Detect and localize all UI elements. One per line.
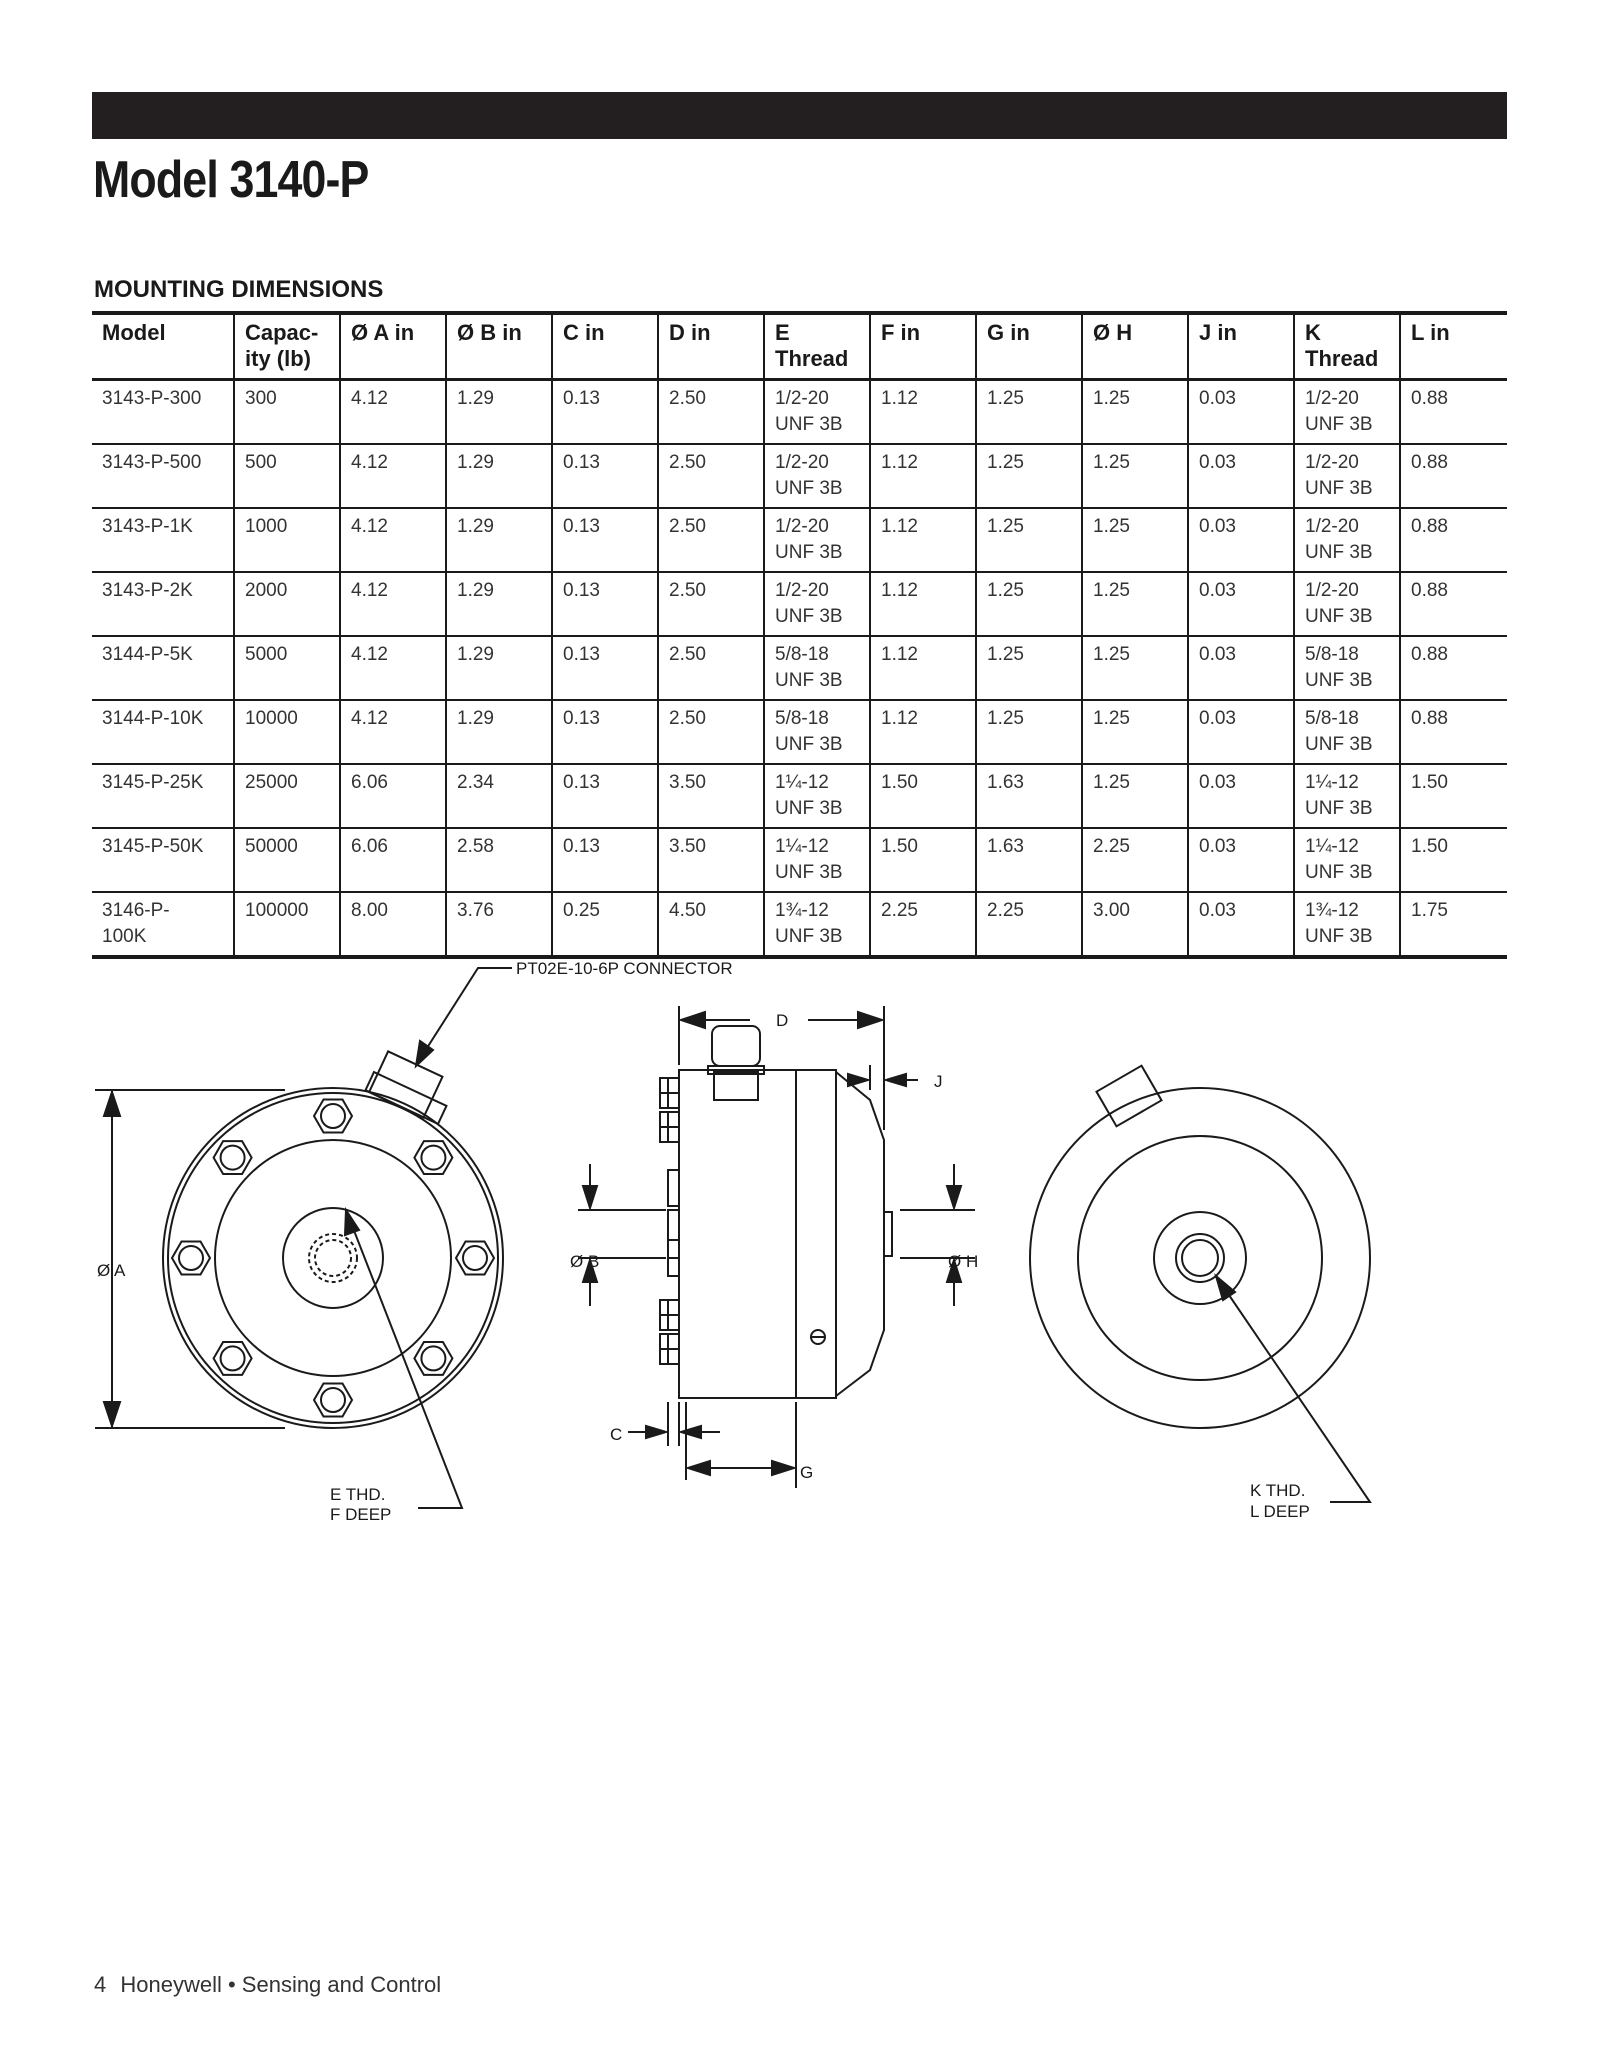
- side-center-bolt: [668, 1170, 679, 1206]
- column-header: Model: [102, 320, 166, 345]
- table-cell: 0.25: [552, 892, 658, 957]
- section-title: MOUNTING DIMENSIONS: [94, 276, 384, 303]
- hex-bolt: [214, 1141, 252, 1174]
- table-cell: 6.06: [340, 828, 446, 892]
- table-cell: 4.12: [340, 636, 446, 700]
- table-cell: 50000: [234, 828, 340, 892]
- page-title: Model 3140-P: [93, 151, 369, 209]
- dim-j-arrow-left: [848, 1074, 868, 1086]
- table-cell: 1/2-20 UNF 3B: [764, 380, 870, 445]
- table-header-row: [92, 313, 1507, 380]
- side-bolt: [660, 1300, 679, 1330]
- table-cell: 1.25: [1082, 700, 1188, 764]
- table-cell: 1.63: [976, 828, 1082, 892]
- table-cell: 4.12: [340, 444, 446, 508]
- connector-label: PT02E-10-6P CONNECTOR: [516, 959, 733, 978]
- header-bar: [92, 92, 1507, 139]
- side-bolt: [660, 1078, 679, 1108]
- table-cell: 1.29: [446, 444, 552, 508]
- hex-bolt: [414, 1141, 452, 1174]
- dim-a-arrow-bottom: [104, 1402, 120, 1426]
- side-bolt-group: [660, 1078, 679, 1364]
- table-cell: 2.50: [658, 380, 764, 445]
- dim-b-label: Ø B: [570, 1252, 600, 1271]
- table-cell: 0.03: [1188, 380, 1294, 445]
- side-view: [570, 1006, 978, 1488]
- table-cell: 0.13: [552, 764, 658, 828]
- table-body: [92, 380, 1507, 958]
- table-cell: 3144-P-5K: [102, 644, 193, 665]
- column-header: C in: [552, 313, 658, 380]
- table-cell: 500: [234, 444, 340, 508]
- table-row: [92, 764, 1507, 828]
- table-cell: 3143-P-2K: [102, 580, 193, 601]
- table-cell: 2.50: [658, 444, 764, 508]
- front-view: [95, 959, 733, 1524]
- table-cell: 2.34: [446, 764, 552, 828]
- column-header: K Thread: [1294, 313, 1400, 380]
- dim-g-arrow-left: [688, 1461, 710, 1475]
- table-cell: 0.03: [1188, 828, 1294, 892]
- table-cell: 1.50: [1400, 764, 1507, 828]
- table-cell: 1.12: [870, 508, 976, 572]
- table-cell: 0.13: [552, 572, 658, 636]
- table-cell: 1.12: [870, 636, 976, 700]
- table-cell: 1.25: [976, 700, 1082, 764]
- table-cell: 1.29: [446, 636, 552, 700]
- hex-bolt: [314, 1100, 352, 1133]
- table-cell: 1.29: [446, 700, 552, 764]
- side-body: [679, 1070, 836, 1398]
- table-cell: 8.00: [340, 892, 446, 957]
- connector-flange: [366, 1072, 447, 1124]
- column-header: Ø H: [1082, 313, 1188, 380]
- table-cell: 0.13: [552, 700, 658, 764]
- table-row: [92, 636, 1507, 700]
- table-cell: 0.13: [552, 380, 658, 445]
- dimension-drawing: [0, 940, 1600, 1560]
- table-cell: 1.63: [976, 764, 1082, 828]
- table-cell: 1/2-20 UNF 3B: [1294, 444, 1400, 508]
- e-thread-label-2: F DEEP: [330, 1505, 392, 1524]
- e-thread-label-1: E THD.: [330, 1485, 386, 1504]
- back-inner-circle: [1078, 1136, 1322, 1380]
- table-cell: 2.58: [446, 828, 552, 892]
- company-name: Honeywell • Sensing and Control: [120, 1972, 442, 1997]
- table-row: [92, 700, 1507, 764]
- hex-bolt-group: [172, 1100, 494, 1417]
- table-cell: 1/2-20 UNF 3B: [764, 572, 870, 636]
- back-threaded-hole-inner: [1182, 1240, 1218, 1276]
- table-cell: 2.50: [658, 636, 764, 700]
- table-row: [92, 444, 1507, 508]
- table-cell: 1.25: [976, 572, 1082, 636]
- table-cell: 1.75: [1400, 892, 1507, 957]
- table-cell: 1.25: [1082, 636, 1188, 700]
- threaded-hole-hidden: [309, 1234, 357, 1282]
- table-cell: 4.12: [340, 572, 446, 636]
- connector-body: [369, 1051, 442, 1117]
- table-cell: 0.03: [1188, 636, 1294, 700]
- table-cell: 1.50: [1400, 828, 1507, 892]
- table-cell: 0.88: [1400, 636, 1507, 700]
- dim-b-arrow-top: [583, 1186, 597, 1208]
- table-cell: 3143-P-300: [102, 388, 202, 409]
- hex-bolt: [172, 1242, 210, 1275]
- table-cell: 2.50: [658, 572, 764, 636]
- k-thread-label-2: L DEEP: [1250, 1502, 1310, 1521]
- table-cell: 1.29: [446, 572, 552, 636]
- table-cell: 0.88: [1400, 380, 1507, 445]
- table-cell: 4.50: [658, 892, 764, 957]
- column-header: D in: [658, 313, 764, 380]
- table-cell: 2.50: [658, 700, 764, 764]
- column-header: G in: [976, 313, 1082, 380]
- table-cell: 4.12: [340, 508, 446, 572]
- table-cell: 5/8-18 UNF 3B: [764, 700, 870, 764]
- connector-leader: [418, 968, 512, 1062]
- column-header: Capac- ity (lb): [234, 313, 340, 380]
- table-cell: 1¼-12 UNF 3B: [1294, 828, 1400, 892]
- dim-h-label: Ø H: [948, 1252, 979, 1271]
- table-cell: 5000: [234, 636, 340, 700]
- table-cell: 0.03: [1188, 764, 1294, 828]
- table-cell: 1/2-20 UNF 3B: [1294, 572, 1400, 636]
- hex-bolt: [414, 1342, 452, 1375]
- dim-j-label: J: [934, 1072, 943, 1091]
- table-cell: 3.00: [1082, 892, 1188, 957]
- table-cell: 1.12: [870, 444, 976, 508]
- table-cell: 1/2-20 UNF 3B: [764, 444, 870, 508]
- table-cell: 0.03: [1188, 700, 1294, 764]
- table-cell: 100000: [234, 892, 340, 957]
- table-cell: 0.13: [552, 828, 658, 892]
- table-cell: 1¼-12 UNF 3B: [764, 764, 870, 828]
- table-cell: 0.88: [1400, 444, 1507, 508]
- table-cell: 2000: [234, 572, 340, 636]
- k-thread-leader: [1216, 1276, 1370, 1502]
- dim-a-arrow-top: [104, 1092, 120, 1116]
- connector-leader-arrow: [416, 1041, 433, 1066]
- center-boss: [283, 1208, 383, 1308]
- table-cell: 3.76: [446, 892, 552, 957]
- table-cell: 0.03: [1188, 572, 1294, 636]
- dim-h-arrow-top: [947, 1186, 961, 1208]
- table-cell: 3145-P-25K: [102, 772, 204, 793]
- table-cell: 0.13: [552, 444, 658, 508]
- dim-c-arrow-left: [646, 1426, 666, 1438]
- table-cell: 4.12: [340, 700, 446, 764]
- table-cell: 2.50: [658, 508, 764, 572]
- dim-g-arrow-right: [772, 1461, 794, 1475]
- table-row: [92, 380, 1507, 445]
- table-cell: 25000: [234, 764, 340, 828]
- table-cell: 3143-P-1K: [102, 516, 193, 537]
- table-cell: 1¼-12 UNF 3B: [1294, 764, 1400, 828]
- table-row: [92, 828, 1507, 892]
- table-cell: 3.50: [658, 764, 764, 828]
- table-cell: 2.25: [1082, 828, 1188, 892]
- body-face: [215, 1140, 451, 1376]
- dim-c-arrow-right: [681, 1426, 701, 1438]
- side-h-boss: [884, 1212, 892, 1256]
- table-cell: 3143-P-500: [102, 452, 202, 473]
- dim-d-arrow-right: [858, 1012, 882, 1028]
- dim-j-arrow-right: [886, 1074, 906, 1086]
- side-connector: [712, 1026, 760, 1066]
- table-cell: 2.25: [870, 892, 976, 957]
- table-cell: 5/8-18 UNF 3B: [764, 636, 870, 700]
- side-bolt: [660, 1112, 679, 1142]
- k-thread-leader-arrow: [1216, 1276, 1235, 1300]
- table-cell: 1.25: [1082, 508, 1188, 572]
- dim-a-label: Ø A: [97, 1261, 126, 1280]
- table-cell: 1/2-20 UNF 3B: [1294, 380, 1400, 445]
- table-cell: 1.29: [446, 508, 552, 572]
- column-header: Ø A in: [340, 313, 446, 380]
- dim-g-label: G: [800, 1463, 814, 1482]
- hex-bolt: [314, 1384, 352, 1417]
- back-threaded-hole: [1176, 1234, 1224, 1282]
- table-row: [92, 572, 1507, 636]
- table-cell: 5/8-18 UNF 3B: [1294, 636, 1400, 700]
- column-header: Ø B in: [446, 313, 552, 380]
- table-cell: 0.13: [552, 508, 658, 572]
- table-cell: 1¾-12 UNF 3B: [1294, 892, 1400, 957]
- column-header: J in: [1188, 313, 1294, 380]
- table-cell: 1.50: [870, 764, 976, 828]
- side-bolt: [660, 1334, 679, 1364]
- table-cell: 1.25: [1082, 764, 1188, 828]
- back-outer-circle: [1030, 1088, 1370, 1428]
- threaded-hole-minor: [315, 1240, 351, 1276]
- dim-d-arrow-left: [681, 1012, 705, 1028]
- column-header: E Thread: [764, 313, 870, 380]
- table-cell: 0.03: [1188, 508, 1294, 572]
- dim-c-label: C: [610, 1425, 623, 1444]
- table-cell: 1/2-20 UNF 3B: [1294, 508, 1400, 572]
- table-cell: 1.25: [976, 380, 1082, 445]
- table-cell: 3145-P-50K: [102, 836, 204, 857]
- table-cell: 1¼-12 UNF 3B: [764, 828, 870, 892]
- outer-ring-inner: [168, 1093, 498, 1423]
- table-cell: 4.12: [340, 380, 446, 445]
- column-header: L in: [1400, 313, 1507, 380]
- table-cell: 1.12: [870, 572, 976, 636]
- table-cell: 2.25: [976, 892, 1082, 957]
- table-cell: 0.03: [1188, 892, 1294, 957]
- page-number: 4: [94, 1972, 107, 1997]
- table-cell: 1000: [234, 508, 340, 572]
- mounting-dimensions-table: [92, 311, 1507, 959]
- table-cell: 1.25: [1082, 380, 1188, 445]
- table-cell: 0.03: [1188, 444, 1294, 508]
- table-cell: 0.88: [1400, 508, 1507, 572]
- table-cell: 1.25: [976, 636, 1082, 700]
- table-cell: 1.25: [976, 508, 1082, 572]
- table-cell: 1.25: [1082, 572, 1188, 636]
- column-header: F in: [870, 313, 976, 380]
- hex-bolt: [214, 1342, 252, 1375]
- table-cell: 1¾-12 UNF 3B: [764, 892, 870, 957]
- table-cell: 3.50: [658, 828, 764, 892]
- side-connector-flange: [714, 1072, 758, 1100]
- table-row: [92, 508, 1507, 572]
- table-cell: 6.06: [340, 764, 446, 828]
- table-cell: 3146-P- 100K: [102, 900, 170, 947]
- table-cell: 1.12: [870, 700, 976, 764]
- dim-d-label: D: [776, 1011, 789, 1030]
- side-center-boss: [668, 1210, 679, 1258]
- table-cell: 3144-P-10K: [102, 708, 204, 729]
- table-cell: 1.12: [870, 380, 976, 445]
- table-cell: 1/2-20 UNF 3B: [764, 508, 870, 572]
- table-cell: 0.88: [1400, 572, 1507, 636]
- table-cell: 0.88: [1400, 700, 1507, 764]
- page-footer: [94, 1972, 449, 1998]
- table-cell: 1.29: [446, 380, 552, 445]
- hex-bolt: [456, 1242, 494, 1275]
- table-cell: 300: [234, 380, 340, 445]
- side-body-chamfer: [836, 1072, 884, 1396]
- table-cell: 1.50: [870, 828, 976, 892]
- table-cell: 1.25: [1082, 444, 1188, 508]
- back-view: [1030, 1066, 1370, 1521]
- table-cell: 1.25: [976, 444, 1082, 508]
- table-cell: 5/8-18 UNF 3B: [1294, 700, 1400, 764]
- table-cell: 10000: [234, 700, 340, 764]
- table-cell: 0.13: [552, 636, 658, 700]
- k-thread-label-1: K THD.: [1250, 1481, 1306, 1500]
